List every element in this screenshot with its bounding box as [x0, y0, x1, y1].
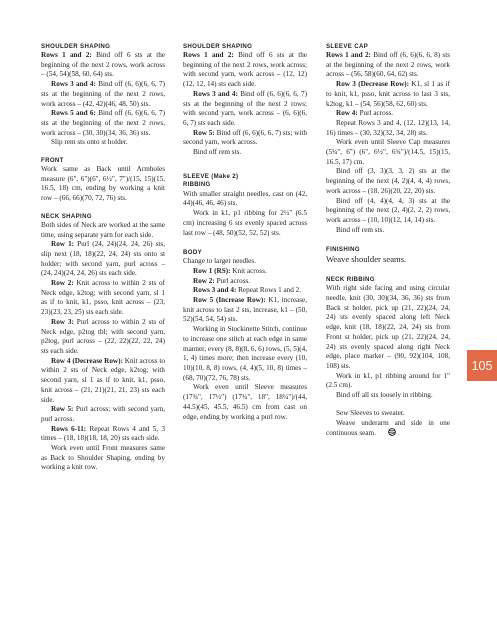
ribbing-work: Work in k1, p1 ribbing for 2½" (6.5 cm) increasing 6 sts evenly spaced across last row – (48, 50)(52, 52, 52) sts.	[183, 209, 307, 237]
instruction-bind-off: Bind off rem sts.	[193, 148, 242, 157]
cap-work-even: Work even until Sleeve Cap measures (5¾", 6") (6", 6½", 6¾")/(14.5, 15)(15, 16.5, 17) cm.	[326, 138, 450, 166]
body-row-1: Row 1 (RS): Knit across.	[193, 266, 267, 275]
body-stockinette: Working in Stockinette Stitch, continue to increase one stitch at each edge in same manner, every (8, 8)(8, 6, 6) rows, (5, 5)(4, 1, 4) times more; then increase every (10, 10)(10, 8, 8) rows, (4, 4)(5, 10, 8) times – (68, 70)(72, 76, 78) sts.	[183, 325, 307, 382]
instruction-rows-3-4: Rows 3 and 4: Bind off (6, 6)(6, 6, 7) sts at the beginning of the next 2 rows, work across – (42, 42)(46, 48, 50) sts.	[41, 80, 165, 108]
neck-ribbing-bind: Bind off all sts loosely in ribbing.	[336, 391, 433, 400]
neck-work-even: Work even until Front measures same as Back to Shoulder Shaping, ending by working a knit row.	[41, 444, 165, 472]
shoulder-shaping-heading: SHOULDER SHAPING	[183, 43, 253, 50]
instruction-rows-5-6: Rows 5 and 6: Bind off (6, 6)(6, 6, 7) sts at the beginning of the next 2 rows, work across – (30, 30)(34, 36, 36) sts.	[41, 109, 165, 137]
ribbing-text: With smaller straight needles, cast on (42, 44)(46, 46, 46) sts.	[183, 189, 307, 208]
body-row-2: Row 2: Purl across.	[193, 276, 251, 285]
neck-intro: Both sides of Neck are worked at the same time, using separate yarn for each side.	[41, 220, 165, 239]
column-1	[41, 42, 165, 473]
shoulder-shaping-heading: SHOULDER SHAPING	[41, 43, 111, 50]
neck-row-5: Row 5: Purl across; with second yarn, purl across.	[41, 405, 166, 423]
body-row-5: Row 5 (Increase Row): K1, increase, knit across to last 2 sts, increase, k1 – (50, 52)(54, 54, 54) sts.	[183, 296, 308, 324]
neck-row-1: Row 1: Purl (24, 24)(24, 24, 26) sts, slip next (18, 18)(22, 24, 24) sts onto st holder; with second yarn, purl across – (24, 24)(24, 24, 26) sts each side.	[41, 240, 165, 278]
instruction-rows-1-2: Rows 1 and 2: Bind off 6 sts at the beginning of the next 2 rows, work across – (54, 54)(58, 60, 64) sts.	[41, 51, 165, 79]
body-heading: BODY	[183, 249, 203, 257]
yarn-ball-icon	[378, 428, 396, 440]
body-work-even: Work even until Sleeve measures (17¾", 17½") (17¾", 18", 18¼")/(44, 44.5)(45, 45.5, 46.5) cm from cast on edge, ending by working a purl row.	[183, 383, 307, 421]
front-heading: FRONT	[41, 157, 64, 165]
neck-ribbing-work: Work in k1, p1 ribbing around for 1" (2.5 cm).	[326, 371, 450, 390]
page-number: 105	[471, 358, 493, 373]
neck-ribbing-text: With right side facing and using circular needle, knit (30, 30)(34, 36, 36) sts from Back st holder, pick up (21, 22)(24, 24, 24) sts evenly spaced along left Neck edge, knit (18, 18)(22, 24, 24) sts from Front st holder, pick up (21, 22)(24, 24, 24) sts evenly spaced along right Neck edge, place marker – (90, 92)(104, 108, 108) sts.	[326, 284, 450, 370]
weave-seam: Weave underarm and side in one continuous seam.	[326, 419, 450, 440]
page-number-tab	[467, 350, 497, 381]
sew-sleeves: Sew Sleeves to sweater.	[336, 408, 405, 417]
instruction-row-5: Row 5: Bind off (6, 6)(6, 6, 7) sts; with second yarn, work across.	[183, 128, 307, 147]
front-text: Work same as Back until Armholes measure (6", 6")(6", 6½", 7")/(15, 15)(15, 16.5, 18) cm, ending by working a knit row – (66, 66)(70, 72, 76) sts.	[41, 165, 165, 203]
instruction-rows-3-4: Rows 3 and 4: Bind off (6, 6)(6, 6, 7) sts at the beginning of the next 2 rows; with second yarn, work across – (6, 6)(6, 6, 7) sts each side.	[183, 89, 307, 127]
column-3	[326, 42, 450, 440]
neck-shaping-heading: NECK SHAPING	[41, 212, 92, 220]
cap-row-4: Row 4: Purl across.	[336, 109, 394, 118]
column-2	[183, 42, 307, 422]
finishing-text: Weave shoulder seams.	[326, 254, 407, 265]
cap-bind-off-1: Bind off (3, 3)(3, 3, 2) sts at the beginning of the next (4, 2)(4, 4, 4) rows, work across – (18, 26)(20, 22, 20) sts.	[326, 167, 450, 195]
neck-row-3: Row 3: Purl across to within 2 sts of Neck edge, p2tog tbl; with second yarn, p2tog, purl across – (22, 22)(22, 22, 24) sts each side.	[41, 317, 166, 355]
cap-bind-off-2: Bind off (4, 4)(4, 4, 3) sts at the beginning of the next (2, 4)(2, 2, 2) rows, work across – (10, 10)(12, 14, 14) sts.	[326, 196, 450, 224]
cap-row-3: Row 3 (Decrease Row): K1, sl 1 as if to knit, k1, psso, knit across to last 3 sts, k2tog, k1 – (54, 56)(58, 62, 60) sts.	[326, 80, 450, 108]
cap-bind-off-3: Bind off rem sts.	[336, 225, 385, 234]
cap-rows-1-2: Rows 1 and 2: Bind off (6, 6)(6, 6, 8) sts at the beginning of the next 2 rows, work across – (56, 58)(60, 64, 62) sts.	[326, 51, 450, 79]
sleeve-heading: SLEEVE (Make 2)	[183, 172, 239, 180]
ribbing-heading: RIBBING	[183, 181, 211, 188]
finishing-heading: FINISHING	[326, 246, 360, 254]
sleeve-cap-heading: SLEEVE CAP	[326, 43, 369, 50]
neck-rows-6-11: Rows 6-11: Repeat Rows 4 and 5, 3 times – (18, 18)(18, 18, 20) sts each side.	[41, 424, 165, 443]
instruction-slip: Slip rem sts onto st holder.	[51, 138, 128, 147]
body-change: Change to larger needles.	[183, 257, 256, 266]
instruction-rows-1-2: Rows 1 and 2: Bind off 6 sts at the beginning of the next 2 rows, work across; with second yarn, work across – (12, 12)(12, 12, 14) sts each side.	[183, 51, 307, 89]
neck-row-2: Row 2: Knit across to within 2 sts of Neck edge, k2tog; with second yarn, sl 1 as if to knit, k1, psso, knit across – (23, 23)(23, 23, 25) sts each side.	[41, 279, 165, 317]
body-rows-3-4: Rows 3 and 4: Repeat Rows 1 and 2.	[193, 286, 302, 295]
neck-ribbing-heading: NECK RIBBING	[326, 276, 375, 284]
neck-row-4: Row 4 (Decrease Row): Knit across to within 2 sts of Neck edge, k2tog; with second yarn, sl 1 as if to knit, k1, psso, knit across – (21, 21)(21, 21, 23) sts each side.	[41, 356, 165, 404]
cap-repeat: Repeat Rows 3 and 4, (12, 12)(13, 14, 16) times – (30, 32)(32, 34, 28) sts.	[326, 118, 450, 137]
